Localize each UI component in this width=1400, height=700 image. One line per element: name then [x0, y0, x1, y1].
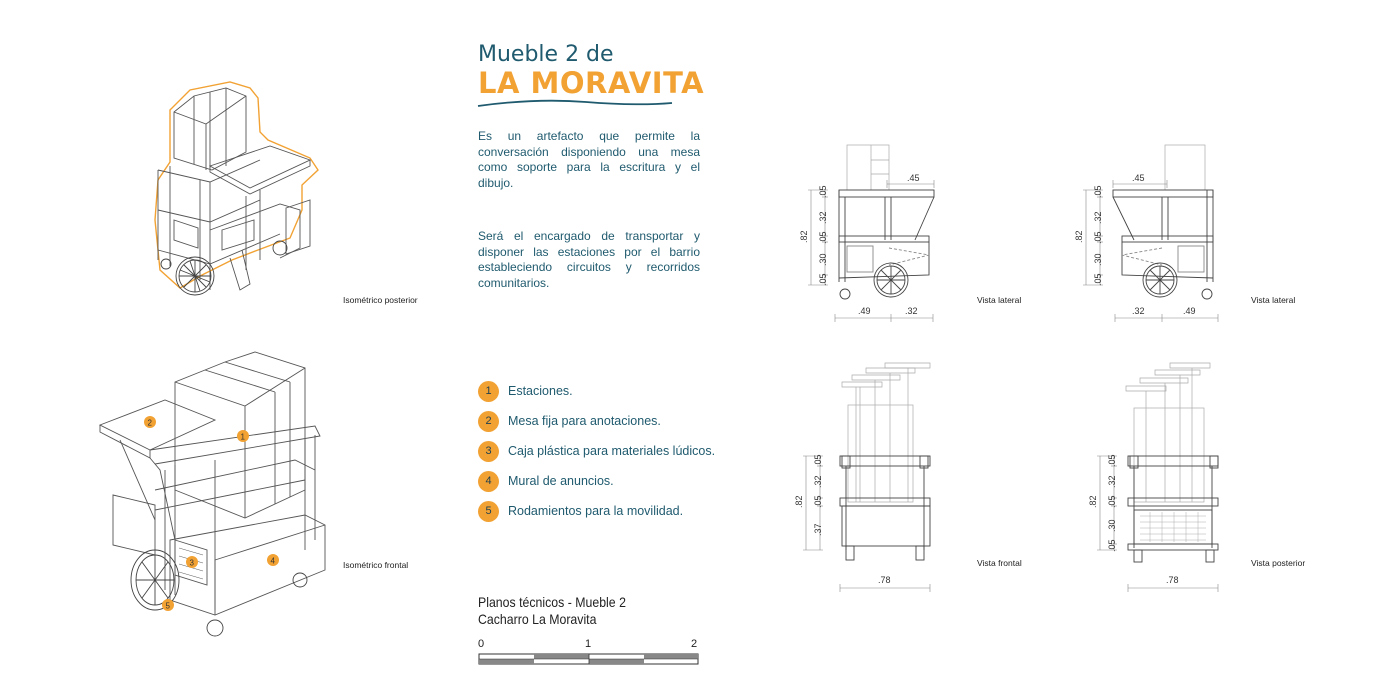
dim-back-total: .82: [1088, 495, 1098, 508]
dim-lat2-b0: .32: [1132, 306, 1145, 316]
dim-back-v2: .05: [1107, 495, 1117, 508]
scale-label-1: 1: [585, 638, 592, 650]
iso-frontal-drawing: [95, 340, 335, 645]
legend: [478, 380, 715, 530]
dim-lat1-b1: .32: [905, 306, 918, 316]
legend-badge: 2: [478, 411, 499, 432]
dim-back-v3: .30: [1107, 519, 1117, 532]
svg-text:4: 4: [270, 556, 275, 566]
dim-front-v2: .05: [813, 495, 823, 508]
dim-lat1-v0: .05: [818, 185, 828, 198]
dim-lat2-v3: .30: [1093, 253, 1103, 266]
plans-title-line1: Planos técnicos - Mueble 2: [478, 594, 626, 610]
description-paragraph-2: Será el encargado de transportar y disponer las estaciones por el barrio estableciendo circuitos y recorridos comunitarios.: [478, 229, 700, 290]
svg-text:1: 1: [240, 432, 245, 442]
dim-lat2-v4: .05: [1093, 273, 1103, 286]
scale-bar: [478, 652, 700, 666]
legend-item: [478, 500, 715, 522]
iso-frontal-markers: [144, 416, 279, 611]
plans-title: [478, 594, 626, 628]
svg-text:3: 3: [189, 558, 194, 568]
scale-label-0: 0: [478, 638, 485, 650]
dim-lat1-b0: .49: [858, 306, 871, 316]
legend-badge: 1: [478, 381, 499, 402]
iso-posterior-drawing: [150, 70, 340, 305]
plans-title-line2: Cacharro La Moravita: [478, 611, 597, 627]
caption-lateral-1: Vista lateral: [977, 295, 1022, 305]
dim-front-total: .82: [794, 495, 804, 508]
dim-front-v3: .37: [813, 523, 823, 536]
title-line1: Mueble 2 de: [478, 42, 614, 67]
dim-lat1-total: .82: [799, 230, 809, 243]
caption-lateral-2: Vista lateral: [1251, 295, 1296, 305]
caption-iso-posterior: Isométrico posterior: [343, 295, 418, 305]
legend-badge: 5: [478, 501, 499, 522]
caption-iso-frontal: Isométrico frontal: [343, 560, 409, 570]
dim-back-v1: .32: [1107, 475, 1117, 488]
legend-item: [478, 410, 715, 432]
svg-text:5: 5: [165, 601, 170, 611]
svg-text:2: 2: [147, 418, 152, 428]
legend-item: [478, 380, 715, 402]
caption-posterior: Vista posterior: [1251, 558, 1306, 568]
legend-item: [478, 470, 715, 492]
legend-label: Estaciones.: [508, 384, 573, 398]
dim-back-v0: .05: [1107, 454, 1117, 467]
frontal-view: [790, 360, 950, 595]
dim-lat2-v0: .05: [1093, 185, 1103, 198]
dim-front-v0: .05: [813, 454, 823, 467]
dim-back-bottom: .78: [1166, 575, 1179, 585]
lateral-view-2: [1070, 140, 1225, 325]
legend-label: Caja plástica para materiales lúdicos.: [508, 444, 716, 458]
dim-lat2-v1: .32: [1093, 211, 1103, 224]
dim-lat2-total: .82: [1074, 230, 1084, 243]
dim-lat1-top: .45: [907, 173, 920, 183]
title-line2: LA MORAVITA: [478, 66, 705, 100]
dim-lat1-v3: .30: [818, 253, 828, 266]
legend-label: Rodamientos para la movilidad.: [508, 504, 684, 518]
lateral-view-1: [795, 140, 945, 325]
dim-front-v1: .32: [813, 475, 823, 488]
legend-item: [478, 440, 715, 462]
legend-badge: 3: [478, 441, 499, 462]
dim-lat2-top: .45: [1132, 173, 1145, 183]
dim-back-v4: .05: [1107, 539, 1117, 552]
dim-lat1-v4: .05: [818, 273, 828, 286]
dim-lat2-b1: .49: [1183, 306, 1196, 316]
dim-lat1-v1: .32: [818, 211, 828, 224]
legend-label: Mesa fija para anotaciones.: [508, 414, 661, 428]
legend-badge: 4: [478, 471, 499, 492]
description-paragraph-1: Es un artefacto que permite la conversación disponiendo una mesa como soporte para la escritura y el dibujo.: [478, 129, 700, 190]
legend-label: Mural de anuncios.: [508, 474, 614, 488]
dim-front-bottom: .78: [878, 575, 891, 585]
caption-frontal: Vista frontal: [977, 558, 1022, 568]
dim-lat1-v2: .05: [818, 231, 828, 244]
dim-lat2-v2: .05: [1093, 231, 1103, 244]
title-underline: [476, 96, 676, 110]
scale-label-2: 2: [691, 638, 698, 650]
posterior-view: [1070, 360, 1230, 595]
